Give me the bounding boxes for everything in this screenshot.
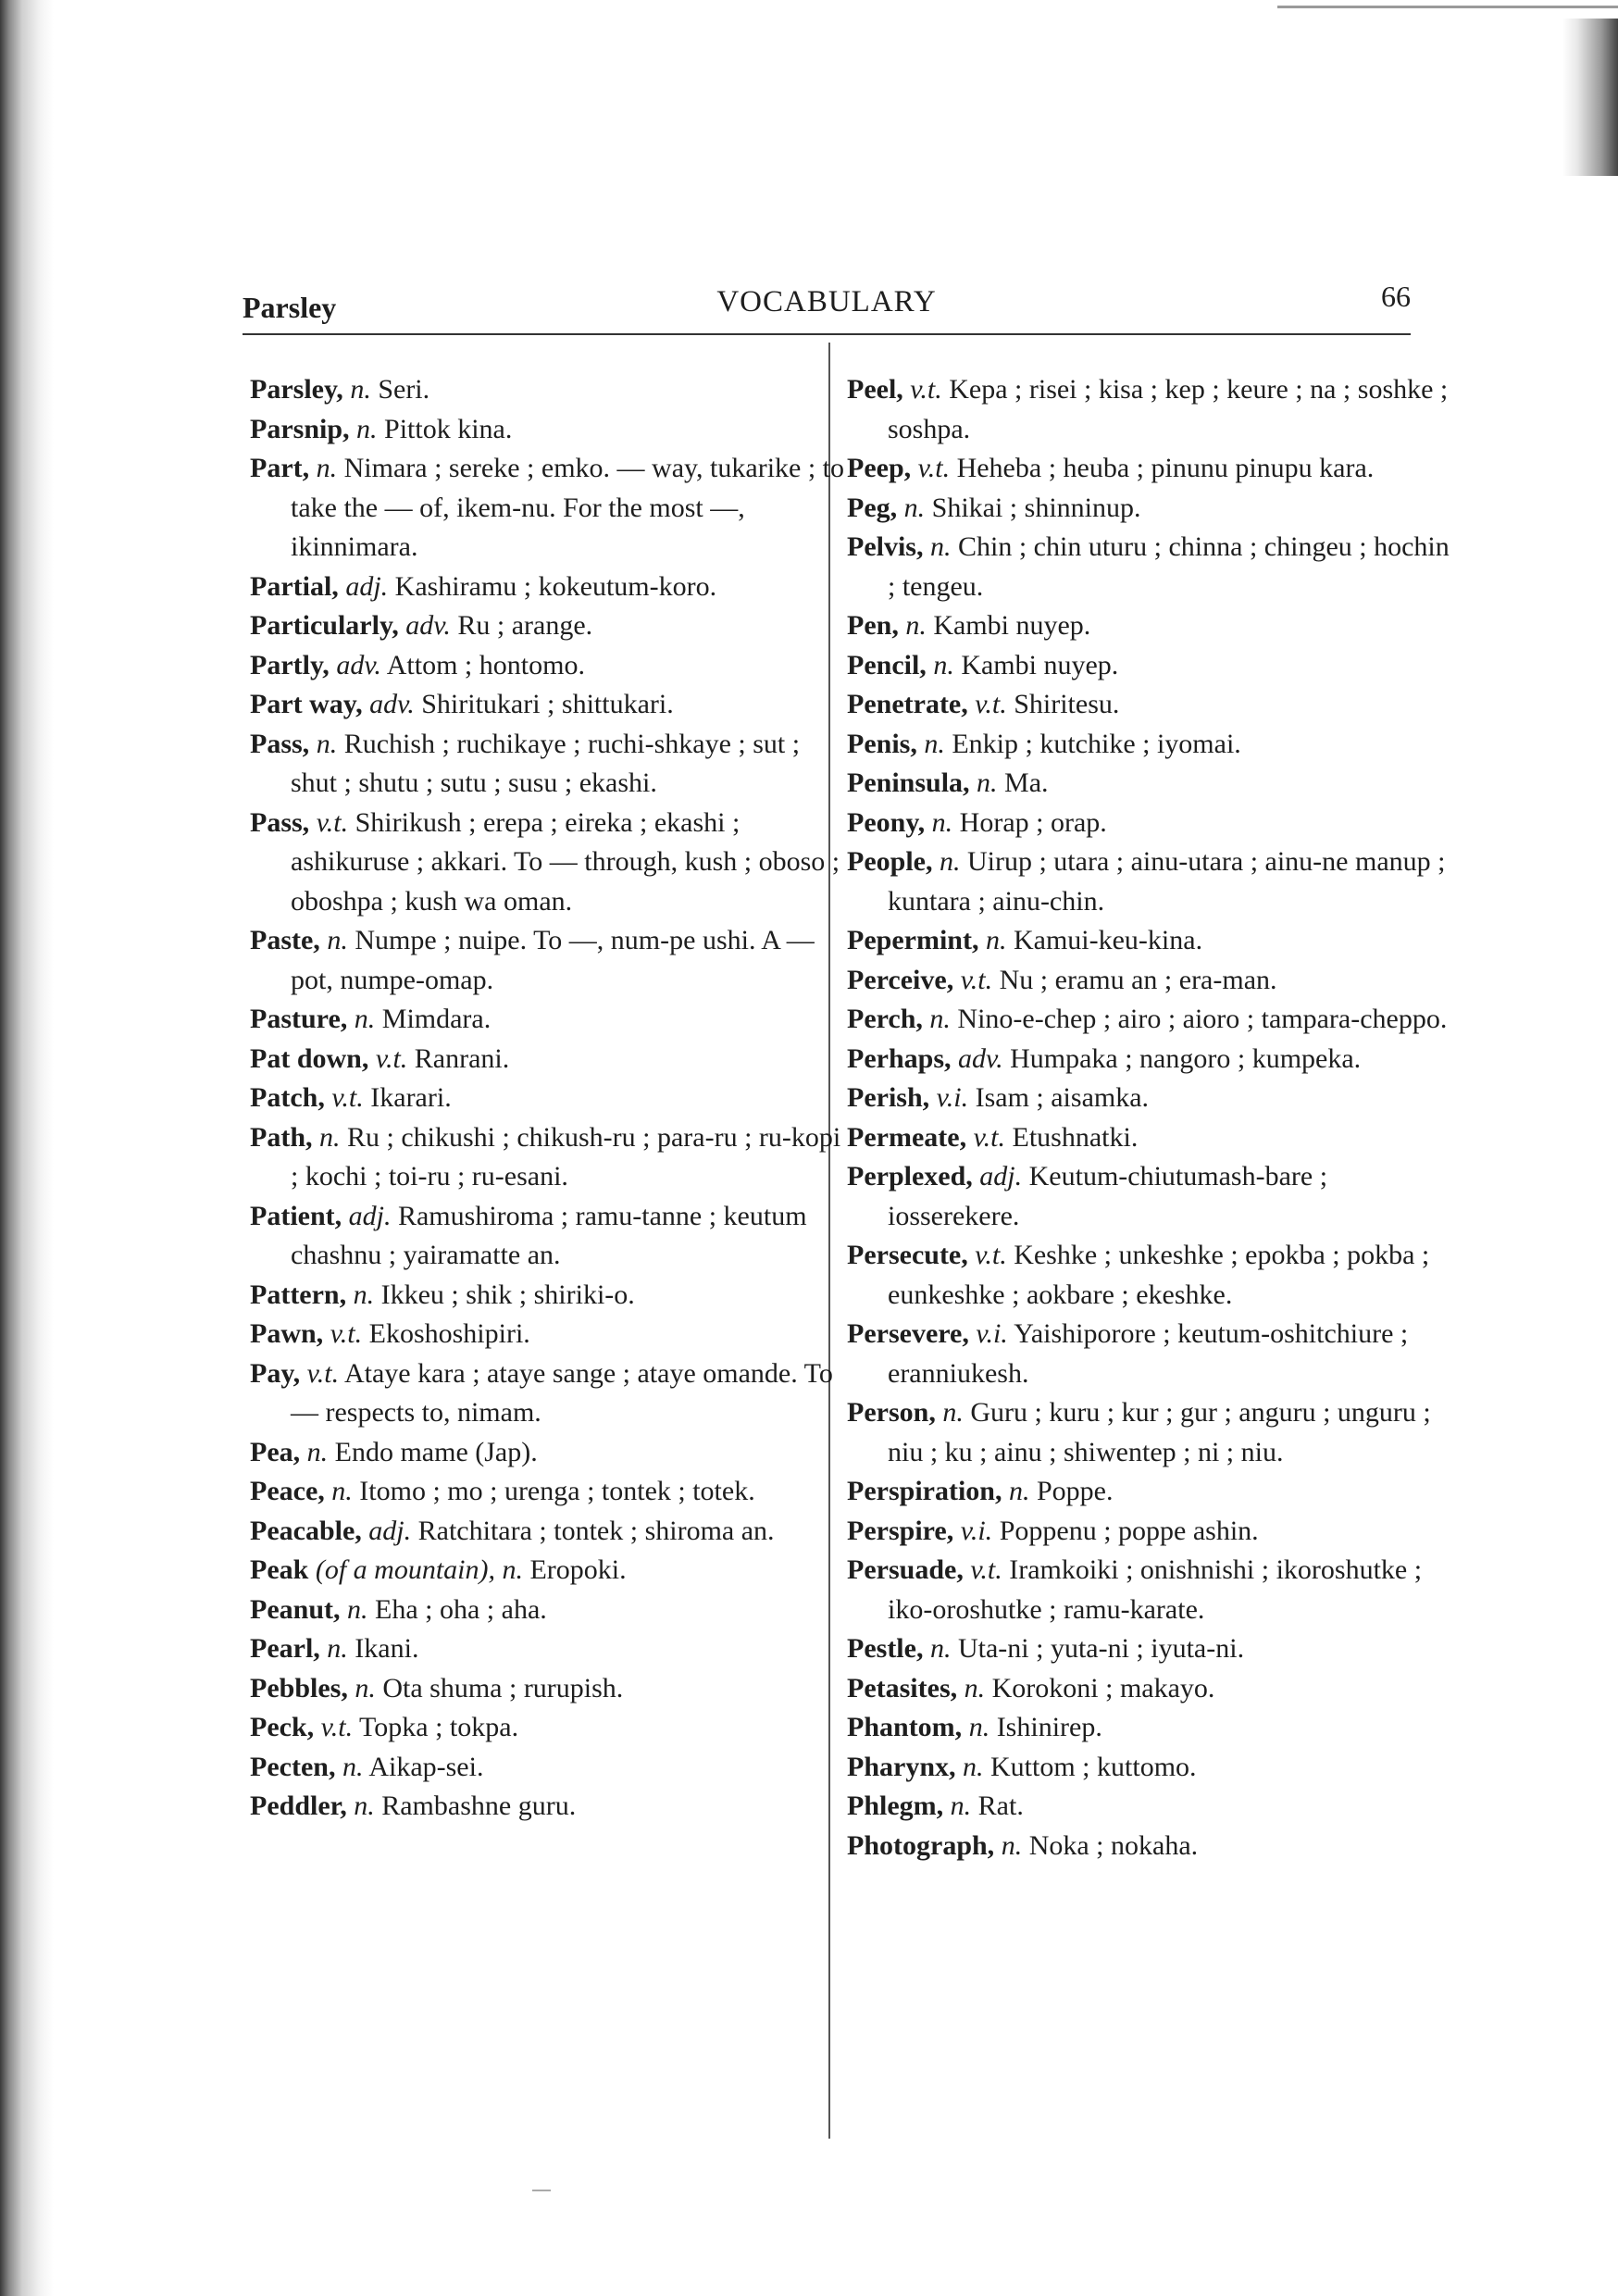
headword: Phlegm, xyxy=(847,1791,944,1821)
definition: Ruchish ; ruchikaye ; ruchi-shkaye ; sut ; shut ; shutu ; sutu ; susu ; ekashi. xyxy=(291,728,801,798)
headword: Pebbles, xyxy=(250,1672,348,1703)
definition: Horap ; orap. xyxy=(959,806,1107,838)
part-of-speech: n. xyxy=(316,453,338,483)
header-rule xyxy=(243,333,1411,335)
definition: Ikkeu ; shik ; shiriki-o. xyxy=(380,1279,635,1310)
definition: Keshke ; unkeshke ; epokba ; pokba ; eunkeshke ; aokbare ; ekeshke. xyxy=(888,1240,1430,1310)
headword: Perish, xyxy=(847,1082,930,1113)
headword: Peck, xyxy=(250,1712,315,1742)
headword: Perplexed, xyxy=(847,1161,973,1192)
part-of-speech: n. xyxy=(977,767,998,798)
definition: Kuttom ; kuttomo. xyxy=(990,1751,1197,1782)
dictionary-entry xyxy=(250,568,852,607)
part-of-speech: n. xyxy=(331,1476,353,1506)
definition: Ru ; arange. xyxy=(457,610,593,641)
headword: Pepermint, xyxy=(847,925,979,955)
headword: Phantom, xyxy=(847,1712,963,1742)
part-of-speech: n. xyxy=(939,846,961,877)
headword: Pencil, xyxy=(847,649,927,680)
dictionary-entry xyxy=(847,1708,1458,1748)
dictionary-entry xyxy=(847,370,1458,449)
page-title: VOCABULARY xyxy=(716,285,937,318)
part-of-speech: v.t. xyxy=(975,1240,1007,1270)
part-of-speech: n. xyxy=(353,1279,375,1310)
definition: Pittok kina. xyxy=(384,413,513,444)
dictionary-entry xyxy=(847,842,1458,921)
part-of-speech: v.t. xyxy=(910,374,942,405)
dictionary-entry xyxy=(250,1551,852,1591)
dictionary-entry xyxy=(847,449,1458,489)
dictionary-entry xyxy=(847,921,1458,961)
headword: Peg, xyxy=(847,492,898,523)
part-of-speech: n. xyxy=(355,1672,376,1703)
dictionary-entry xyxy=(250,921,852,1000)
definition: Nu ; eramu an ; era-man. xyxy=(999,964,1277,995)
headword: Perspiration, xyxy=(847,1476,1002,1506)
definition: Rambashne guru. xyxy=(381,1791,577,1821)
headword: Pelvis, xyxy=(847,531,924,562)
scan-edge-top xyxy=(1277,6,1618,8)
part-of-speech: v.i. xyxy=(960,1515,993,1546)
headword: Peanut, xyxy=(250,1593,341,1625)
headword: Person, xyxy=(847,1397,936,1428)
dictionary-entry xyxy=(250,725,852,804)
scan-shadow-right xyxy=(1562,19,1618,176)
definition: Kamui-keu-kina. xyxy=(1013,925,1203,955)
part-of-speech: n. xyxy=(968,1712,990,1742)
headword: Pass, xyxy=(250,806,310,838)
running-head xyxy=(243,280,1411,331)
definition: Ota shuma ; rurupish. xyxy=(382,1672,624,1703)
left-column xyxy=(250,370,852,1827)
definition: Poppenu ; poppe ashin. xyxy=(999,1515,1259,1546)
headword: Perhaps, xyxy=(847,1042,952,1074)
headword: Peep, xyxy=(847,453,912,483)
part-of-speech: v.t. xyxy=(316,806,349,838)
dictionary-entry xyxy=(847,1748,1458,1788)
part-of-speech: adj. xyxy=(345,570,389,602)
dictionary-entry xyxy=(250,1118,852,1197)
dictionary-entry xyxy=(847,1669,1458,1709)
dictionary-entry xyxy=(250,370,852,410)
part-of-speech: n. xyxy=(306,1436,329,1467)
headword: Pecten, xyxy=(250,1751,336,1782)
part-of-speech: n. xyxy=(1001,1829,1023,1861)
definition: Shiritesu. xyxy=(1014,689,1120,719)
dictionary-entry xyxy=(250,1629,852,1669)
part-of-speech: n. xyxy=(354,1791,375,1821)
part-of-speech: n. xyxy=(350,374,371,405)
part-of-speech: n. xyxy=(950,1791,972,1821)
headword: Persuade, xyxy=(847,1554,964,1585)
definition: Topka ; tokpa. xyxy=(359,1712,519,1742)
headword: Part, xyxy=(250,453,310,483)
definition: Ma. xyxy=(1004,767,1049,798)
part-of-speech: n. xyxy=(905,610,927,641)
part-of-speech: v.t. xyxy=(973,1121,1006,1153)
part-of-speech: adj. xyxy=(979,1161,1023,1192)
dictionary-entry xyxy=(847,1393,1458,1472)
dictionary-entry xyxy=(847,1040,1458,1079)
dictionary-entry xyxy=(250,1748,852,1788)
part-of-speech: n. xyxy=(316,728,338,759)
part-of-speech: v.t. xyxy=(917,453,951,483)
headword: Patch, xyxy=(250,1082,325,1113)
definition: Attom ; hontomo. xyxy=(386,649,585,680)
definition: Etushnatki. xyxy=(1012,1121,1139,1153)
dictionary-entry xyxy=(847,685,1458,725)
headword: Persevere, xyxy=(847,1318,969,1349)
part-of-speech: v.t. xyxy=(306,1357,340,1389)
part-of-speech: n. xyxy=(1008,1476,1030,1506)
headword: Partial, xyxy=(250,570,339,602)
part-of-speech: n. xyxy=(903,492,926,523)
right-column xyxy=(847,370,1458,1866)
definition: Aikap-sei. xyxy=(368,1751,484,1782)
definition: Isam ; aisamka. xyxy=(975,1082,1150,1113)
definition: Ataye kara ; ataye sange ; ataye omande. To — respects to, nimam. xyxy=(291,1357,833,1428)
headword: Persecute, xyxy=(847,1240,968,1270)
part-of-speech: v.t. xyxy=(375,1042,408,1074)
dictionary-entry xyxy=(847,1787,1458,1827)
definition: Humpaka ; nangoro ; kumpeka. xyxy=(1010,1042,1362,1074)
definition: Shikai ; shinninup. xyxy=(931,492,1141,523)
dictionary-entry xyxy=(250,1472,852,1512)
definition: Yaishiporore ; keutum-oshitchiure ; eranniukesh. xyxy=(888,1318,1409,1389)
headword: Pat down, xyxy=(250,1042,369,1074)
headword: Part way, xyxy=(250,689,363,719)
part-of-speech: n. xyxy=(354,1004,376,1034)
dictionary-entry xyxy=(250,1276,852,1316)
headword: Pattern, xyxy=(250,1279,347,1310)
dictionary-entry xyxy=(847,1000,1458,1040)
definition: Heheba ; heuba ; pinunu pinupu kara. xyxy=(956,453,1375,483)
dictionary-entry xyxy=(847,1472,1458,1512)
definition: Mimdara. xyxy=(381,1004,492,1034)
dictionary-entry xyxy=(847,764,1458,804)
part-of-speech: n. xyxy=(342,1751,364,1782)
dictionary-entry xyxy=(250,1591,852,1630)
dictionary-entry xyxy=(847,1079,1458,1118)
dictionary-entry xyxy=(250,1000,852,1040)
definition: Uta-ni ; yuta-ni ; iyuta-ni. xyxy=(957,1633,1245,1664)
dictionary-entry xyxy=(847,1551,1458,1629)
definition: Ratchitara ; tontek ; shiroma an. xyxy=(417,1515,775,1546)
part-of-speech: n. xyxy=(964,1672,986,1703)
dictionary-entry xyxy=(250,410,852,450)
headword: Peel, xyxy=(847,374,903,405)
part-of-speech: v.t. xyxy=(975,689,1007,719)
part-of-speech: v.i. xyxy=(936,1082,969,1113)
part-of-speech: adv. xyxy=(405,610,451,641)
headword: Pharynx, xyxy=(847,1751,956,1782)
dictionary-entry xyxy=(847,1827,1458,1866)
part-of-speech: adv. xyxy=(958,1042,1003,1074)
definition: Iramkoiki ; onishnishi ; ikoroshutke ; iko-oroshutke ; ramu-karate. xyxy=(888,1554,1423,1625)
headword: Perch, xyxy=(847,1004,923,1034)
headword: Pearl, xyxy=(250,1633,320,1664)
part-of-speech: n. xyxy=(319,1121,341,1153)
definition: Nimara ; sereke ; emko. — way, tukarike ; to take the — of, ikem-nu. For the most —, ikinnimara. xyxy=(291,453,845,562)
dictionary-entry xyxy=(250,804,852,922)
page-number: 66 xyxy=(1381,280,1411,313)
guide-word: Parsley xyxy=(243,291,337,324)
headword: Peak xyxy=(250,1554,309,1585)
part-of-speech: v.t. xyxy=(970,1554,1002,1585)
headword: Penis, xyxy=(847,728,917,759)
part-of-speech: v.t. xyxy=(330,1318,363,1349)
headword: People, xyxy=(847,846,933,877)
headword: Particularly, xyxy=(250,610,399,641)
part-of-speech: v.t. xyxy=(320,1712,354,1742)
definition: Rat. xyxy=(977,1791,1024,1821)
definition: Ekoshoshipiri. xyxy=(368,1318,530,1349)
dictionary-entry xyxy=(847,1512,1458,1552)
definition: Itomo ; mo ; urenga ; tontek ; totek. xyxy=(359,1476,755,1506)
definition: Endo mame (Jap). xyxy=(334,1436,538,1467)
headword: Pay, xyxy=(250,1357,301,1389)
part-of-speech: n. xyxy=(931,806,953,838)
dictionary-entry xyxy=(847,606,1458,646)
dictionary-entry xyxy=(847,646,1458,686)
dictionary-entry xyxy=(250,1040,852,1079)
part-of-speech: (of a mountain), n. xyxy=(315,1554,523,1585)
headword: Peninsula, xyxy=(847,767,970,798)
headword: Perspire, xyxy=(847,1515,954,1546)
definition: Ikarari. xyxy=(370,1082,452,1113)
definition: Shiritukari ; shittukari. xyxy=(421,689,674,719)
scan-speck xyxy=(532,2190,551,2191)
part-of-speech: n. xyxy=(929,1633,952,1664)
part-of-speech: v.t. xyxy=(960,964,993,995)
part-of-speech: n. xyxy=(327,1633,348,1664)
headword: Peddler, xyxy=(250,1791,347,1821)
part-of-speech: adv. xyxy=(336,649,381,680)
headword: Peace, xyxy=(250,1476,325,1506)
part-of-speech: v.t. xyxy=(331,1082,364,1113)
dictionary-entry xyxy=(250,1787,852,1827)
definition: Numpe ; nuipe. To —, num-pe ushi. A — pot, numpe-omap. xyxy=(291,925,815,995)
definition: Seri. xyxy=(378,374,430,405)
scan-shadow-left xyxy=(0,0,54,2296)
headword: Permeate, xyxy=(847,1121,967,1153)
definition: Enkip ; kutchike ; iyomai. xyxy=(952,728,1241,759)
definition: Shirikush ; erepa ; eireka ; ekashi ; ashikuruse ; akkari. To — through, kush ; oboso ; oboshpa ; kush wa oman. xyxy=(291,806,840,917)
headword: Pea, xyxy=(250,1436,301,1467)
dictionary-entry xyxy=(250,685,852,725)
part-of-speech: n. xyxy=(942,1397,964,1428)
definition: Ranrani. xyxy=(414,1042,510,1074)
headword: Penetrate, xyxy=(847,689,968,719)
definition: Poppe. xyxy=(1036,1476,1114,1506)
dictionary-entry xyxy=(847,1315,1458,1393)
dictionary-entry xyxy=(250,449,852,568)
part-of-speech: adj. xyxy=(368,1515,412,1546)
dictionary-entry xyxy=(847,1118,1458,1158)
part-of-speech: v.i. xyxy=(976,1318,1008,1349)
dictionary-entry xyxy=(847,725,1458,765)
dictionary-entry xyxy=(250,1079,852,1118)
headword: Parsley, xyxy=(250,374,343,405)
headword: Photograph, xyxy=(847,1829,995,1861)
headword: Pasture, xyxy=(250,1004,348,1034)
definition: Ishinirep. xyxy=(996,1712,1102,1742)
dictionary-entry xyxy=(847,1629,1458,1669)
definition: Kashiramu ; kokeutum-koro. xyxy=(394,570,717,602)
dictionary-entry xyxy=(847,1236,1458,1315)
part-of-speech: n. xyxy=(933,649,954,680)
headword: Partly, xyxy=(250,649,330,680)
headword: Pen, xyxy=(847,610,899,641)
definition: Korokoni ; makayo. xyxy=(991,1672,1215,1703)
definition: Nino-e-chep ; airo ; aioro ; tampara-cheppo. xyxy=(957,1004,1448,1034)
part-of-speech: n. xyxy=(929,1004,951,1034)
definition: Ikani. xyxy=(355,1633,419,1664)
definition: Keutum-chiutumash-bare ; iosserekere. xyxy=(888,1161,1328,1231)
definition: Ramushiroma ; ramu-tanne ; keutum chashnu ; yairamatte an. xyxy=(291,1200,807,1270)
definition: Eha ; oha ; aha. xyxy=(375,1593,547,1625)
definition: Ru ; chikushi ; chikush-ru ; para-ru ; ru-kopi ; kochi ; toi-ru ; ru-esani. xyxy=(291,1121,841,1192)
definition: Chin ; chin uturu ; chinna ; chingeu ; hochin ; tengeu. xyxy=(888,531,1450,602)
dictionary-entry xyxy=(250,1669,852,1709)
definition: Kambi nuyep. xyxy=(961,649,1119,680)
dictionary-entry xyxy=(847,528,1458,606)
dictionary-entry xyxy=(250,646,852,686)
headword: Parsnip, xyxy=(250,413,350,444)
headword: Petasites, xyxy=(847,1672,958,1703)
dictionary-entry xyxy=(847,489,1458,529)
headword: Patient, xyxy=(250,1200,342,1231)
part-of-speech: n. xyxy=(347,1593,368,1625)
dictionary-entry xyxy=(250,1512,852,1552)
headword: Paste, xyxy=(250,925,320,955)
part-of-speech: n. xyxy=(327,925,348,955)
dictionary-entry xyxy=(250,1354,852,1433)
definition: Kepa ; risei ; kisa ; kep ; keure ; na ; soshke ; soshpa. xyxy=(888,374,1449,444)
headword: Pawn, xyxy=(250,1318,324,1349)
dictionary-entry xyxy=(847,961,1458,1001)
definition: Guru ; kuru ; kur ; gur ; anguru ; unguru ; niu ; ku ; ainu ; shiwentep ; ni ; niu. xyxy=(888,1397,1431,1467)
part-of-speech: n. xyxy=(924,728,945,759)
headword: Path, xyxy=(250,1121,313,1153)
part-of-speech: n. xyxy=(356,413,378,444)
part-of-speech: n. xyxy=(985,925,1007,955)
part-of-speech: n. xyxy=(930,531,952,562)
headword: Pass, xyxy=(250,728,310,759)
part-of-speech: n. xyxy=(963,1751,984,1782)
headword: Peacable, xyxy=(250,1515,362,1546)
headword: Peony, xyxy=(847,806,926,838)
headword: Pestle, xyxy=(847,1633,924,1664)
definition: Eropoki. xyxy=(529,1554,627,1585)
definition: Noka ; nokaha. xyxy=(1028,1829,1199,1861)
definition: Kambi nuyep. xyxy=(933,610,1091,641)
headword: Perceive, xyxy=(847,964,954,995)
definition: Uirup ; utara ; ainu-utara ; ainu-ne manup ; kuntara ; ainu-chin. xyxy=(888,846,1446,917)
dictionary-entry xyxy=(250,1708,852,1748)
dictionary-entry xyxy=(250,1433,852,1473)
dictionary-entry xyxy=(250,1197,852,1276)
dictionary-entry xyxy=(250,1315,852,1354)
dictionary-entry xyxy=(847,804,1458,843)
part-of-speech: adv. xyxy=(369,689,415,719)
dictionary-entry xyxy=(847,1157,1458,1236)
part-of-speech: adj. xyxy=(348,1200,392,1231)
dictionary-entry xyxy=(250,606,852,646)
